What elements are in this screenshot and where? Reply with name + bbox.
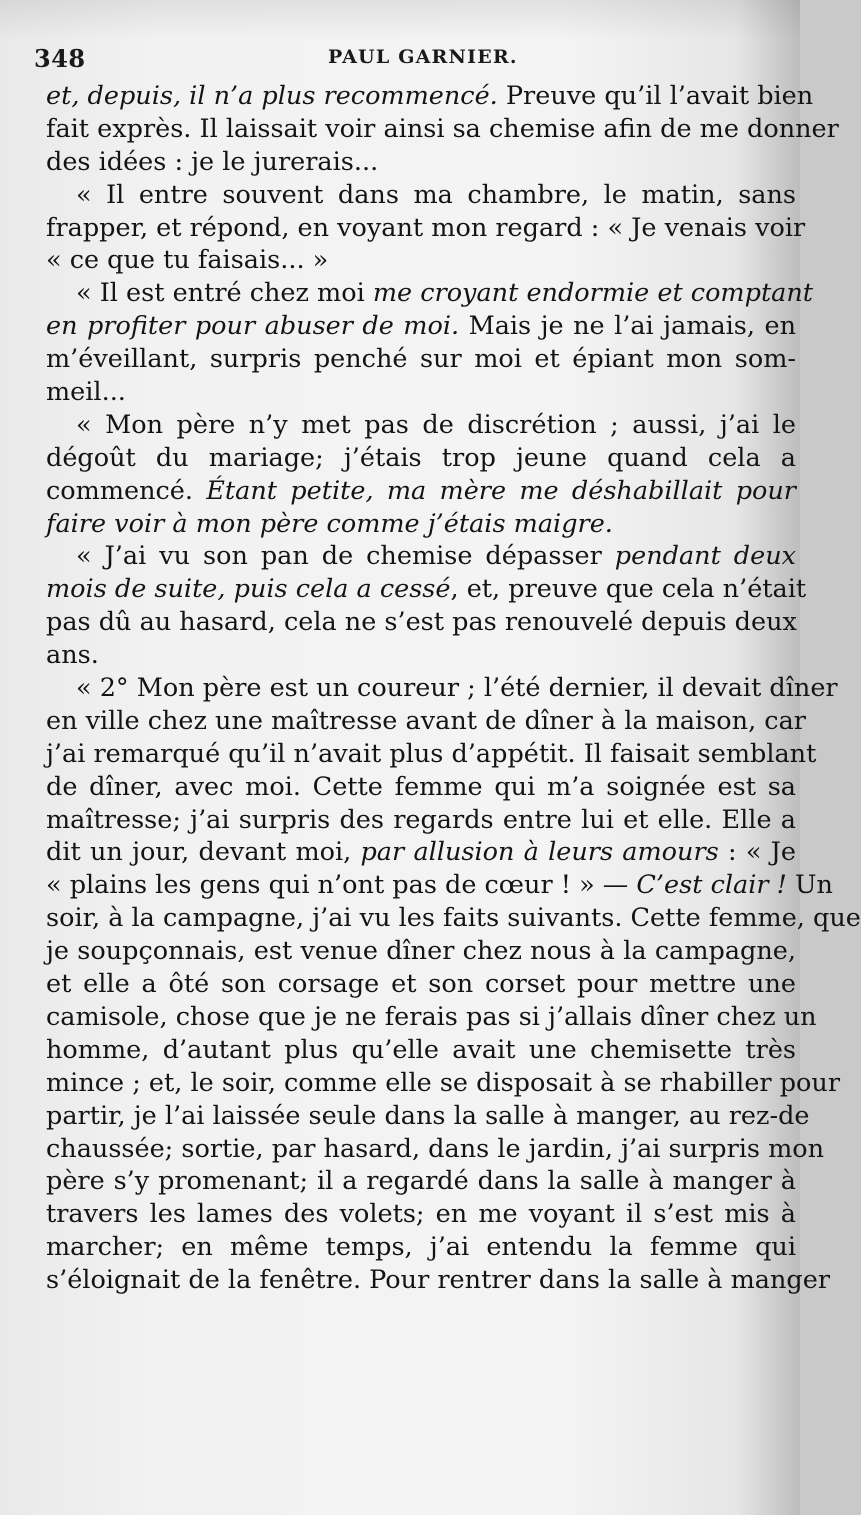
text-segment: travers les lames des volets; en me voyant il s’est mis à — [46, 1199, 796, 1230]
text-segment: mince ; et, le soir, comme elle se disposait à se rhabiller pour — [46, 1067, 841, 1098]
text-segment: « plains les gens qui n’ont pas de cœur ! » — — [46, 870, 637, 901]
text-line — [46, 113, 839, 146]
text-segment: : « Je — [718, 837, 796, 868]
text-segment: s’éloignait de la fenêtre. Pour rentrer dans la salle à manger — [46, 1265, 831, 1296]
text-line — [46, 1067, 841, 1100]
body-text — [46, 80, 861, 1297]
text-line — [46, 1034, 796, 1067]
text-line — [46, 606, 796, 639]
text-line — [46, 80, 814, 113]
text-line — [46, 935, 796, 968]
text-line — [46, 771, 796, 804]
page-number: 348 — [34, 44, 86, 73]
text-line — [46, 1165, 796, 1198]
text-segment: « Il entre souvent dans ma chambre, le matin, sans — [76, 179, 796, 210]
text-line — [46, 639, 796, 672]
text-segment: « 2° Mon père est un coureur ; l’été dernier, il devait dîner — [76, 673, 838, 704]
text-line — [46, 1133, 825, 1166]
text-line — [46, 376, 796, 409]
italic-text: mois de suite, puis cela a cessé — [46, 574, 451, 605]
text-segment: « ce que tu faisais... » — [46, 245, 329, 276]
text-line — [46, 1100, 810, 1133]
text-segment: partir, je l’ai laissée seule dans la salle à manger, au rez-de — [46, 1100, 810, 1131]
text-line — [46, 475, 796, 508]
text-line — [46, 836, 796, 869]
text-line — [46, 409, 796, 442]
text-segment: en ville chez une maîtresse avant de dîner à la maison, car — [46, 705, 806, 736]
text-segment: Preuve qu’il l’avait bien — [497, 81, 814, 111]
text-segment: des idées : je le jurerais... — [46, 146, 379, 177]
italic-text: C’est clair ! — [636, 870, 787, 901]
text-segment: soir, à la campagne, j’ai vu les faits suivants. Cette femme, que — [46, 903, 861, 934]
text-line — [46, 310, 796, 343]
text-segment: commencé. — [46, 475, 207, 506]
text-segment: « Mon père n’y met pas de discrétion ; aussi, j’ai le — [76, 409, 796, 440]
text-line — [46, 1198, 796, 1231]
text-segment: je soupçonnais, est venue dîner chez nous à la campagne, — [46, 936, 796, 967]
text-line — [46, 1001, 817, 1034]
text-segment: marcher; en même temps, j’ai entendu la femme qui — [46, 1232, 796, 1263]
text-segment: « J’ai vu son pan de chemise dépasser — [76, 541, 615, 572]
text-segment: dégoût du mariage; j’étais trop jeune quand cela a — [46, 442, 796, 473]
text-line — [46, 804, 796, 837]
text-segment: meil... — [46, 377, 126, 408]
text-segment: Mais je ne l’ai jamais, en — [459, 311, 796, 342]
text-line — [46, 705, 806, 738]
text-segment: Un — [786, 870, 833, 901]
text-line — [46, 968, 796, 1001]
text-segment: « Il est entré chez moi — [76, 278, 373, 309]
page-shading — [0, 0, 800, 40]
text-line — [46, 573, 807, 606]
text-segment: et elle a ôté son corsage et son corset pour mettre une — [46, 969, 796, 1000]
text-segment: maîtresse; j’ai surpris des regards entre lui et elle. Elle a — [46, 804, 796, 835]
text-segment: frapper, et répond, en voyant mon regard : « Je venais voir — [46, 212, 806, 243]
italic-text: pendant deux — [614, 541, 797, 572]
text-segment: , et, preuve que cela n’était — [450, 574, 807, 605]
text-segment: de dîner, avec moi. Cette femme qui m’a soignée est sa — [46, 771, 796, 802]
text-segment: j’ai remarqué qu’il n’avait plus d’appétit. Il faisait semblant — [46, 738, 817, 769]
text-line — [46, 343, 796, 376]
italic-text: par allusion à leurs amours — [360, 837, 719, 868]
text-line — [46, 212, 806, 245]
italic-text: et, depuis, il n’a plus recommencé. — [46, 81, 498, 111]
italic-text: me croyant endormie et comptant — [372, 278, 814, 309]
text-segment: homme, d’autant plus qu’elle avait une chemisette très — [46, 1034, 796, 1065]
text-line — [46, 540, 796, 573]
text-segment: dit un jour, devant moi, — [46, 837, 361, 868]
text-segment: m’éveillant, surpris penché sur moi et épiant mon som- — [46, 344, 796, 375]
italic-text: faire voir à mon père comme j’étais maigre. — [46, 508, 613, 539]
text-segment: pas dû au hasard, cela ne s’est pas renouvelé depuis deux — [46, 607, 797, 638]
text-line — [46, 1264, 831, 1297]
italic-text: en profiter pour abuser de moi. — [46, 311, 460, 342]
text-line — [46, 738, 817, 771]
text-line — [46, 508, 796, 541]
running-title: PAUL GARNIER. — [328, 46, 518, 68]
text-line — [46, 1231, 796, 1264]
text-segment: chaussée; sortie, par hasard, dans le jardin, j’ai surpris mon — [46, 1133, 825, 1164]
text-line — [46, 244, 796, 277]
italic-text: Étant petite, ma mère me déshabillait pour — [206, 475, 796, 506]
text-segment: camisole, chose que je ne ferais pas si j’allais dîner chez un — [46, 1001, 817, 1032]
text-line — [46, 902, 861, 935]
text-segment: père s’y promenant; il a regardé dans la salle à manger à — [46, 1166, 796, 1197]
text-line — [46, 869, 833, 902]
running-head — [34, 44, 774, 74]
text-segment: ans. — [46, 640, 99, 671]
text-line — [46, 277, 814, 310]
text-line — [46, 672, 838, 705]
text-line — [46, 146, 796, 179]
text-line — [46, 179, 796, 212]
text-segment: fait exprès. Il laissait voir ainsi sa chemise afin de me donner — [46, 113, 839, 144]
text-line — [46, 442, 796, 475]
